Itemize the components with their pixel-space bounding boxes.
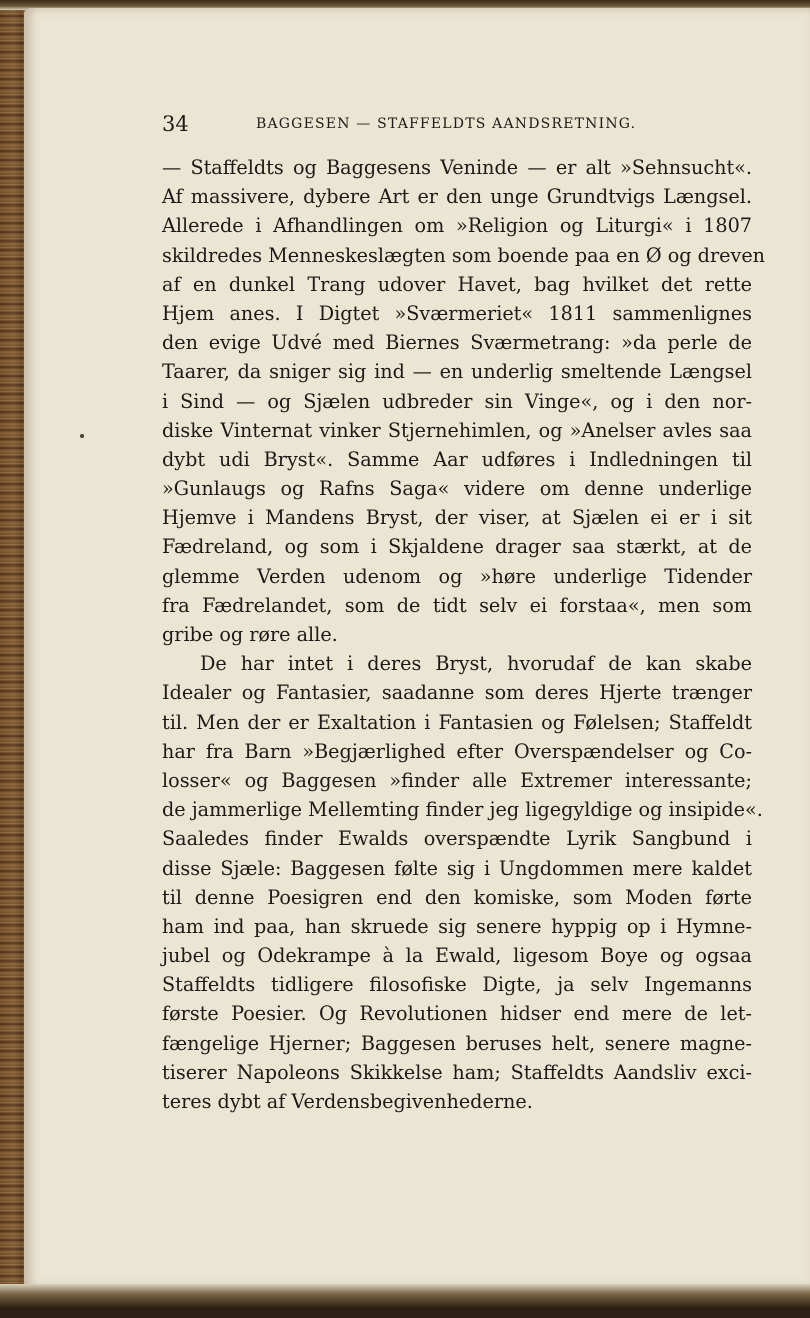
page-number: 34: [162, 112, 189, 136]
text-line: har fra Barn »Begjærlighed efter Overspændelser og Co-: [162, 739, 752, 763]
text-line: Hjemve i Mandens Bryst, der viser, at Sjælen ei er i sit: [162, 506, 752, 530]
page-bottom-edge: [0, 1284, 810, 1318]
text-line: den evige Udvé med Biernes Sværmetrang: »da perle de: [162, 331, 752, 355]
text-line: Fædreland, og som i Skjaldene drager saa stærkt, at de: [162, 535, 752, 559]
ink-speck: [80, 434, 84, 438]
text-line: disse Sjæle: Baggesen følte sig i Ungdommen mere kaldet: [162, 856, 752, 880]
text-line: fra Fædrelandet, som de tidt selv ei forstaa«, men som: [162, 593, 752, 617]
text-line: teres dybt af Verdensbegivenhederne.: [162, 1090, 533, 1113]
text-line: Staffeldts tidligere filosofiske Digte, ja selv Ingemanns: [162, 973, 752, 997]
running-title: BAGGESEN — STAFFELDTS AANDSRETNING.: [256, 116, 637, 132]
text-line: dybt udi Bryst«. Samme Aar udføres i Indledningen til: [162, 447, 752, 471]
text-line: skildredes Menneskeslægten som boende paa en Ø og dreven: [162, 243, 766, 267]
text-line: jubel og Odekrampe à la Ewald, ligesom Boye og ogsaa: [162, 944, 752, 968]
text-line: Idealer og Fantasier, saadanne som deres Hjerte trænger: [162, 681, 752, 705]
text-line: diske Vinternat vinker Stjernehimlen, og »Anelser avles saa: [162, 418, 752, 442]
text-line: losser« og Baggesen »finder alle Extremer interessante;: [162, 768, 752, 792]
text-line: i Sind — og Sjælen udbreder sin Vinge«, og i den nor-: [162, 389, 752, 413]
text-line: fængelige Hjerner; Baggesen beruses helt, senere magne-: [162, 1031, 752, 1055]
book-binding-edge: [0, 0, 26, 1318]
text-line: til denne Poesigren end den komiske, som Moden førte: [162, 885, 752, 909]
text-line: glemme Verden udenom og »høre underlige Tidender: [162, 564, 752, 588]
text-line: Allerede i Afhandlingen om »Religion og Liturgi« i 1807: [162, 214, 752, 238]
text-line: tiserer Napoleons Skikkelse ham; Staffeldts Aandsliv exci-: [162, 1060, 752, 1084]
page-header: [162, 112, 762, 142]
body-text: [162, 153, 766, 1116]
text-line: første Poesier. Og Revolutionen hidser end mere de let-: [162, 1002, 752, 1026]
text-line: de jammerlige Mellemting finder jeg ligegyldige og insipide«.: [162, 798, 763, 822]
text-line: Taarer, da sniger sig ind — en underlig smeltende Længsel: [162, 360, 752, 384]
text-line: Saaledes finder Ewalds overspændte Lyrik Sangbund i: [162, 827, 752, 851]
text-line: af en dunkel Trang udover Havet, bag hvilket det rette: [162, 272, 752, 296]
text-line: ham ind paa, han skruede sig senere hyppig op i Hymne-: [162, 914, 752, 938]
paragraph-first-line: De har intet i deres Bryst, hvorudaf de kan skabe: [200, 652, 752, 676]
text-line: — Staffeldts og Baggesens Veninde — er alt »Sehnsucht«.: [162, 156, 752, 179]
text-line: Hjem anes. I Digtet »Sværmeriet« 1811 sammenlignes: [162, 301, 752, 325]
text-line: til. Men der er Exaltation i Fantasien og Følelsen; Staffeldt: [162, 710, 752, 734]
text-line: Af massivere, dybere Art er den unge Grundtvigs Længsel.: [162, 185, 752, 209]
text-line: »Gunlaugs og Rafns Saga« videre om denne underlige: [162, 477, 752, 501]
text-line: gribe og røre alle.: [162, 623, 338, 646]
